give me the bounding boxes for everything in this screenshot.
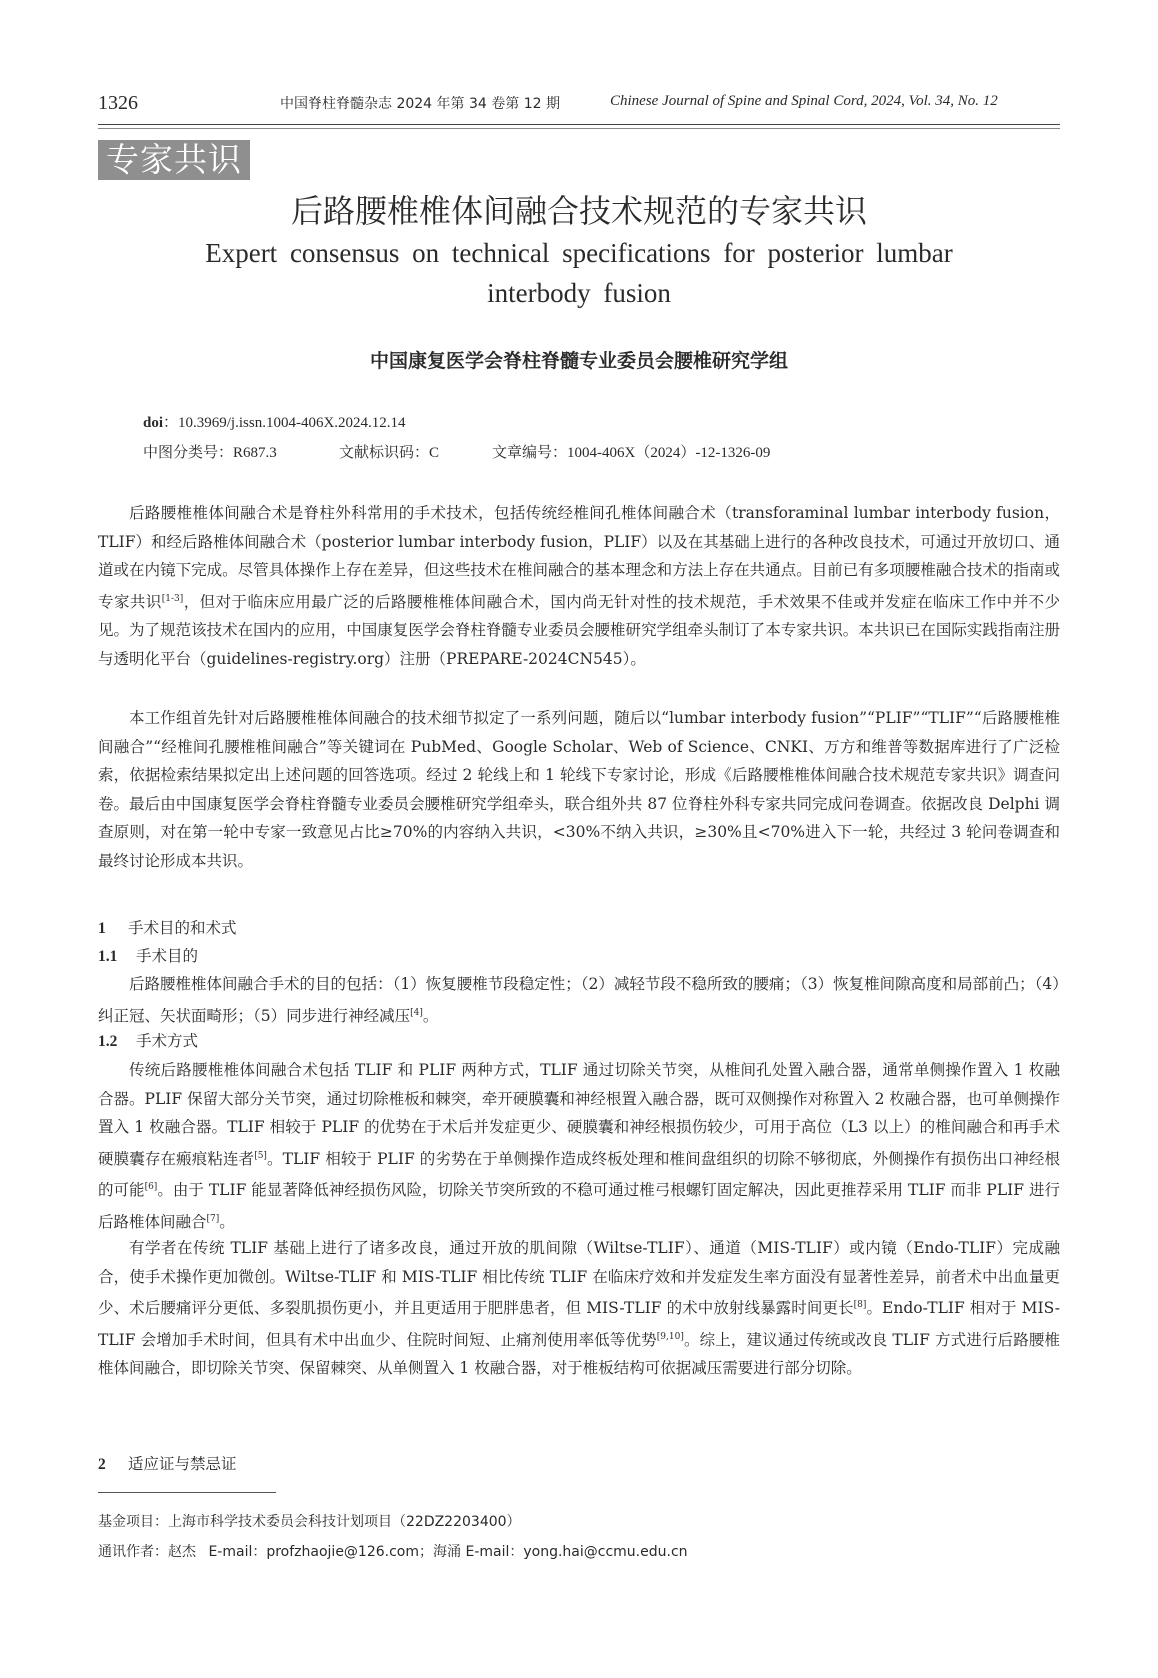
doi-label: doi xyxy=(143,415,164,431)
classification-line xyxy=(143,441,770,462)
section-number: 1 xyxy=(98,920,106,937)
citation: [5] xyxy=(254,1150,267,1161)
running-header-cn: 中国脊柱脊髓杂志 2024 年第 34 卷第 12 期 xyxy=(280,96,560,112)
email[interactable]: E-mail：yong.hai@ccmu.edu.cn xyxy=(465,1544,688,1560)
column-tag: 专家共识 xyxy=(98,140,250,180)
author-group: 中国康复医学会脊柱脊髓专业委员会腰椎研究学组 xyxy=(369,350,788,372)
correspondence-footnote xyxy=(98,1541,688,1561)
citation: [6] xyxy=(144,1182,158,1193)
section-number: 2 xyxy=(98,1456,106,1473)
citation: [7] xyxy=(206,1213,220,1224)
paragraph-modifications xyxy=(98,1234,1060,1383)
title-en: Expert consensus on technical specifications for posterior lumbar interbody fusion xyxy=(205,238,953,308)
text-run: 有学者在传统 TLIF 基础上进行了诸多改良，通过开放的肌间隙（Wiltse-TLIF）、通道（MIS-TLIF）或内镜（Endo-TLIF）完成融合，使手术操作更加微创。Wiltse-TLIF 和 MIS-TLIF 相比传统 TLIF 在临床疗效和并发症发生率方面没有显著性差异，前者术中出血量更少、术后腰痛评分更低、多裂肌损伤更小，并且更适用于肥胖患者，但 MIS-TLIF 的术中放射线暴露时间更长 xyxy=(98,1239,1060,1318)
text-run: 后路腰椎椎体间融合术是脊柱外科常用的手术技术，包括传统经椎间孔椎体间融合术（transforaminal lumbar interbody fusion，TLIF）和经后路椎体间融合术（posterior lumbar interbody fusion，PLIF）以及在其基础上进行的各种改良技术，可通过开放切口、通道或在内镜下完成。尽管具体操作上存在差异，但这些技术在椎间融合的基本理念和方法上存在共通点。目前已有多项腰椎融合技术的指南或专家共识 xyxy=(98,504,1060,611)
footnote-rule xyxy=(98,1492,276,1493)
classification-number: 中图分类号：R687.3 xyxy=(143,445,277,461)
paragraph-method xyxy=(98,704,1060,875)
email[interactable]: E-mail：profzhaojie@126.com；海涌 xyxy=(208,1544,462,1560)
text-run: 。Endo-TLIF 相对于 MIS-TLIF 会增加手术时间，但具有术中出血少、住院时间短、止痛剂使用率低等优势 xyxy=(98,1299,1060,1349)
text-run: 。TLIF 相较于 PLIF 的劣势在于单侧操作造成终板处理和椎间盘组织的切除不够彻底，外侧操作有损伤出口神经根的可能 xyxy=(98,1149,1060,1200)
text-run: 本工作组首先针对后路腰椎椎体间融合的技术细节拟定了一系列问题，随后以“lumbar interbody fusion”“PLIF”“TLIF”“后路腰椎椎间融合”“经椎间孔腰椎椎间融合”等关键词在 PubMed、Google Scholar、Web of Science、CNKI、万方和维普等数据库进行了广泛检索，依据检索结果拟定出上述问题的回答选项。经过 2 轮线上和 1 轮线下专家讨论，形成《后路腰椎椎体间融合技术规范专家共识》调查问卷。最后由中国康复医学会脊柱脊髓专业委员会腰椎研究学组牵头，联合组外共 87 位脊柱外科专家共同完成问卷调查。依据改良 Delphi 调查原则，对在第一轮中专家一致意见占比≥70%的内容纳入共识，<30%不纳入共识，≥30%且<70%进入下一轮，共经过 3 轮问卷调查和最终讨论形成本共识。 xyxy=(98,709,1060,870)
citation: [8] xyxy=(853,1300,867,1310)
title-cn: 后路腰椎椎体间融合技术规范的专家共识 xyxy=(290,192,867,230)
paragraph-intro xyxy=(98,499,1060,673)
text-run: 。由于 TLIF 能显著降低神经损伤风险，切除关节突所致的不稳可通过椎弓根螺钉固定解决，因此更推荐采用 TLIF 而非 PLIF 进行后路椎体间融合 xyxy=(98,1181,1060,1231)
header-rule-thin xyxy=(98,128,1060,129)
text-run: 后路腰椎椎体间融合手术的目的包括：（1）恢复腰椎节段稳定性；（2）减轻节段不稳所致的腰痛；（3）恢复椎间隙高度和局部前凸；（4）纠正冠、矢状面畸形；（5）同步进行神经减压 xyxy=(98,975,1060,1025)
document-code: 文献标识码：C xyxy=(339,445,440,461)
text-run: 传统后路腰椎椎体间融合术包括 TLIF 和 PLIF 两种方式，TLIF 通过切除关节突，从椎间孔处置入融合器，通常单侧操作置入 1 枚融合器。PLIF 保留大部分关节突，通过切除椎板和棘突，牵开硬膜囊和神经根置入融合器，既可双侧操作对称置入 2 枚融合器，也可单侧操作置入 1 枚融合器。TLIF 相较于 PLIF 的优势在于术后并发症更少、硬膜囊和神经根损伤较少，可用于高位（L3 以上）的椎间融合和再手术硬膜囊存在瘢痕粘连者 xyxy=(98,1061,1060,1168)
text-run: 。 xyxy=(219,1212,235,1231)
citation: [9,10] xyxy=(656,1331,684,1342)
running-header-en: Chinese Journal of Spine and Spinal Cord, 2024, Vol. 34, No. 12 xyxy=(610,93,998,109)
section-heading-2 xyxy=(98,1452,237,1474)
paragraph-approach xyxy=(98,1056,1060,1236)
header-rule xyxy=(98,124,1060,125)
page-number: 1326 xyxy=(98,92,138,114)
section-heading-1-1 xyxy=(98,944,198,966)
section-title: 适应证与禁忌证 xyxy=(128,1455,237,1473)
section-title: 手术目的 xyxy=(136,947,199,965)
text-run: 。综上，建议通过传统或改良 TLIF 方式进行后路腰椎椎体间融合，即切除关节突、保留棘突、从单侧置入 1 枚融合器，对于椎板结构可依据减压需要进行部分切除。 xyxy=(98,1330,1060,1378)
citation: [4] xyxy=(410,1007,423,1018)
citation: [1-3] xyxy=(161,593,184,604)
article-number: 文章编号：1004-406X（2024）-12-1326-09 xyxy=(492,445,771,461)
section-heading-1 xyxy=(98,916,237,938)
doi-line xyxy=(143,411,406,432)
funding-footnote: 基金项目：上海市科学技术委员会科技计划项目（22DZ2203400） xyxy=(98,1514,521,1530)
corresponding-author: 通讯作者：赵杰 xyxy=(98,1544,196,1560)
section-number: 1.1 xyxy=(98,948,118,965)
text-run: 。 xyxy=(422,1006,439,1025)
text-run: ，但对于临床应用最广泛的后路腰椎椎体间融合术，国内尚无针对性的技术规范，手术效果不佳或并发症在临床工作中并不少见。为了规范该技术在国内的应用，中国康复医学会脊柱脊髓专业委员会腰椎研究学组牵头制订了本专家共识。本共识已在国际实践指南注册与透明化平台（guidelines-registry.org）注册（PREPARE-2024CN545）。 xyxy=(98,592,1060,668)
section-heading-1-2 xyxy=(98,1029,198,1051)
section-title: 手术目的和术式 xyxy=(128,919,237,937)
section-title: 手术方式 xyxy=(136,1032,199,1050)
doi-value: ：10.3969/j.issn.1004-406X.2024.12.14 xyxy=(163,415,406,431)
section-number: 1.2 xyxy=(98,1033,118,1050)
paragraph-purpose xyxy=(98,970,1060,1030)
